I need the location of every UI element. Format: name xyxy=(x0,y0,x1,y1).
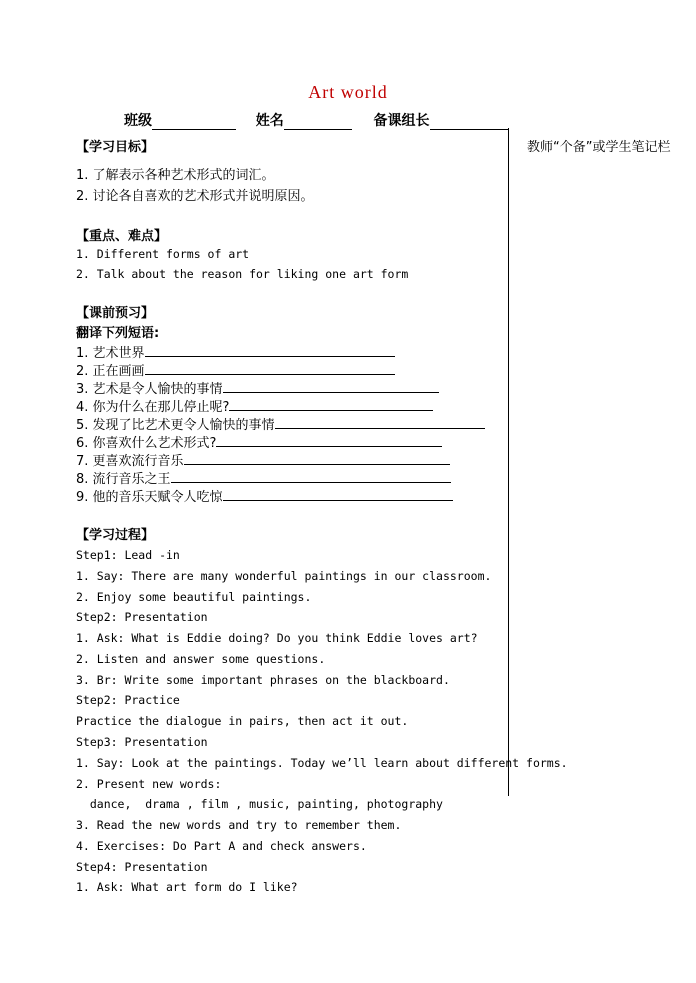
name-label: 姓名 xyxy=(255,113,284,129)
side-note: 教师“个备”或学生笔记栏 xyxy=(527,140,671,155)
preview-item: 8. 流行音乐之王 xyxy=(76,468,451,487)
process-line: dance, drama , film , music, painting, photography xyxy=(76,797,443,811)
key-point-item: 1. Different forms of art xyxy=(76,247,250,261)
preview-heading: 【课前预习】 xyxy=(76,306,155,321)
process-line: 1. Ask: What art form do I like? xyxy=(76,880,298,894)
process-line: Step4: Presentation xyxy=(76,860,208,874)
preview-item: 3. 艺术是令人愉快的事情 xyxy=(76,378,439,397)
process-line: 1. Say: Look at the paintings. Today we’ll learn about different forms. xyxy=(76,756,568,770)
preview-item: 9. 他的音乐天赋令人吃惊 xyxy=(76,486,453,505)
answer-blank[interactable] xyxy=(145,362,395,375)
key-points-heading: 【重点、难点】 xyxy=(76,229,168,244)
process-line: Step3: Presentation xyxy=(76,735,208,749)
process-line: 3. Read the new words and try to remember them. xyxy=(76,818,402,832)
class-blank[interactable] xyxy=(152,115,236,130)
process-line: 1. Say: There are many wonderful paintings in our classroom. xyxy=(76,569,492,583)
column-divider xyxy=(508,128,509,796)
class-label: 班级 xyxy=(124,113,152,129)
key-point-item: 2. Talk about the reason for liking one art form xyxy=(76,267,409,281)
process-line: 2. Enjoy some beautiful paintings. xyxy=(76,590,312,604)
preview-item: 6. 你喜欢什么艺术形式? xyxy=(76,432,442,451)
header-fields xyxy=(124,110,508,130)
preview-item: 7. 更喜欢流行音乐 xyxy=(76,450,450,469)
process-line: 2. Present new words: xyxy=(76,777,222,791)
answer-blank[interactable] xyxy=(145,344,395,357)
objective-item: 1. 了解表示各种艺术形式的词汇。 xyxy=(76,168,275,183)
answer-blank[interactable] xyxy=(223,488,453,501)
preview-item: 2. 正在画画 xyxy=(76,360,395,379)
objectives-heading: 【学习目标】 xyxy=(76,140,155,155)
preview-item: 4. 你为什么在那儿停止呢? xyxy=(76,396,433,415)
name-blank[interactable] xyxy=(284,115,352,130)
process-line: 3. Br: Write some important phrases on the blackboard. xyxy=(76,673,450,687)
answer-blank[interactable] xyxy=(171,470,451,483)
leader-blank[interactable] xyxy=(430,115,508,130)
process-heading: 【学习过程】 xyxy=(76,528,155,543)
process-line: Step2: Practice xyxy=(76,693,180,707)
preview-subheading: 翻译下列短语: xyxy=(76,326,160,341)
process-line: 2. Listen and answer some questions. xyxy=(76,652,326,666)
process-line: 4. Exercises: Do Part A and check answers. xyxy=(76,839,367,853)
answer-blank[interactable] xyxy=(275,416,485,429)
page-title: Art world xyxy=(308,82,388,102)
process-line: 1. Ask: What is Eddie doing? Do you think Eddie loves art? xyxy=(76,631,478,645)
preview-item: 1. 艺术世界 xyxy=(76,342,395,361)
answer-blank[interactable] xyxy=(216,434,442,447)
answer-blank[interactable] xyxy=(184,452,450,465)
process-line: Practice the dialogue in pairs, then act it out. xyxy=(76,714,409,728)
objective-item: 2. 讨论各自喜欢的艺术形式并说明原因。 xyxy=(76,189,314,204)
process-line: Step1: Lead -in xyxy=(76,548,180,562)
leader-label: 备课组长 xyxy=(373,113,430,129)
preview-item: 5. 发现了比艺术更令人愉快的事情 xyxy=(76,414,485,433)
answer-blank[interactable] xyxy=(223,380,439,393)
process-line: Step2: Presentation xyxy=(76,610,208,624)
answer-blank[interactable] xyxy=(229,398,433,411)
